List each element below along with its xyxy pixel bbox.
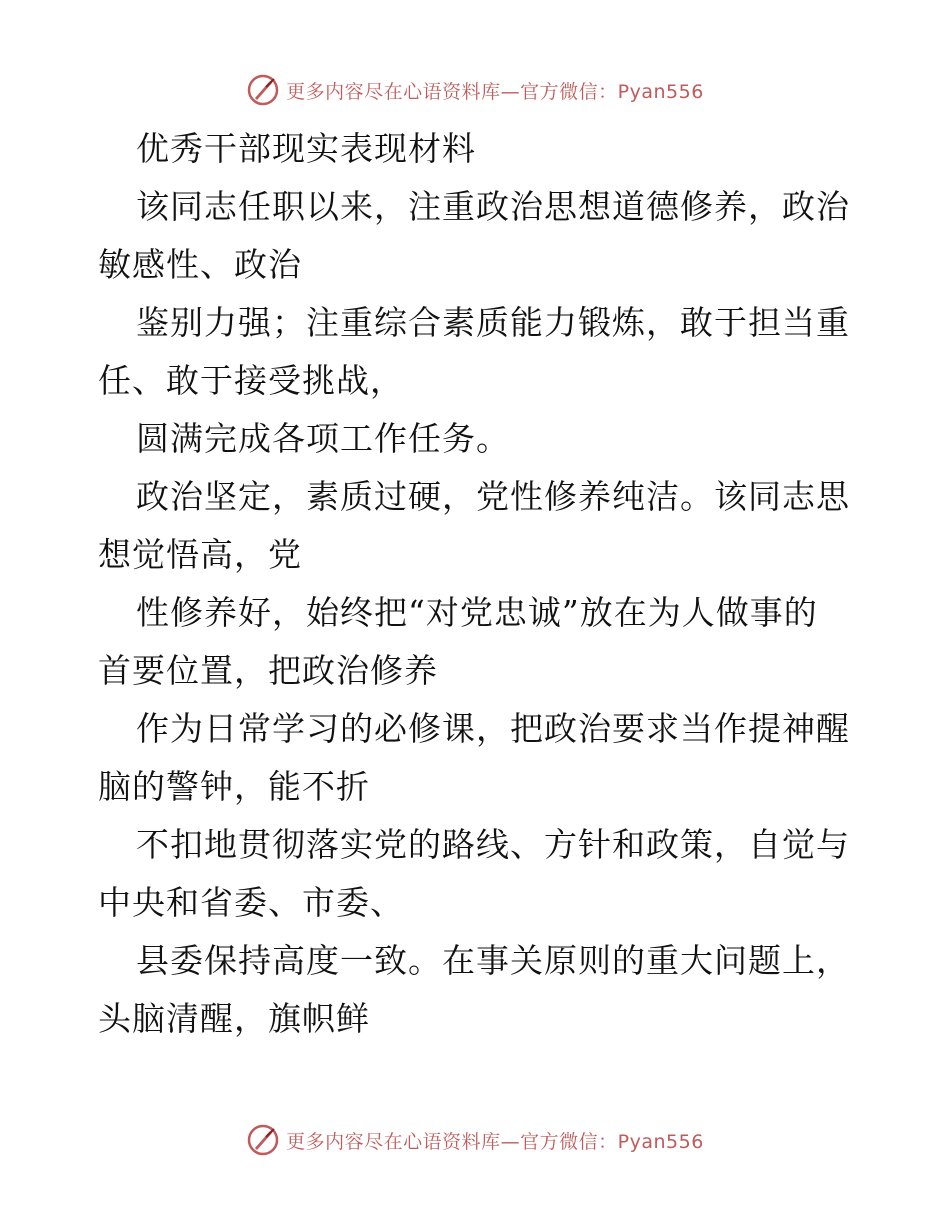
text-line: 作为日常学习的必修课，把政治要求当作提神醒	[136, 709, 850, 748]
text-line: 政治坚定，素质过硬，党性修养纯洁。该同志思	[136, 477, 850, 516]
feather-pen-icon	[246, 1123, 280, 1157]
text-line: 头脑清醒，旗帜鲜	[98, 999, 370, 1038]
document-title: 优秀干部现实表现材料	[136, 129, 476, 168]
text-line: 该同志任职以来，注重政治思想道德修养，政治	[136, 187, 850, 226]
text-line: 不扣地贯彻落实党的路线、方针和政策，自觉与	[136, 825, 850, 864]
text-line: 性修养好，始终把“对党忠诚”放在为人做事的	[136, 593, 818, 632]
text-line: 想觉悟高，党	[98, 535, 302, 574]
text-line: 鉴别力强；注重综合素质能力锻炼，敢于担当重	[136, 303, 850, 342]
document-body	[98, 120, 858, 1048]
text-line: 县委保持高度一致。在事关原则的重大问题上，	[136, 941, 850, 980]
header-banner	[0, 70, 950, 110]
text-line: 任、敢于接受挑战，	[98, 361, 404, 400]
text-line: 脑的警钟，能不折	[98, 767, 370, 806]
footer-banner	[0, 1120, 950, 1160]
text-line: 圆满完成各项工作任务。	[136, 419, 510, 458]
text-line: 敏感性、政治	[98, 245, 302, 284]
banner-text: 更多内容尽在心语资料库—官方微信：Pyan556	[286, 80, 704, 103]
feather-pen-icon	[246, 73, 280, 107]
text-line: 中央和省委、市委、	[98, 883, 404, 922]
banner-text: 更多内容尽在心语资料库—官方微信：Pyan556	[286, 1130, 704, 1153]
text-line: 首要位置，把政治修养	[98, 651, 438, 690]
